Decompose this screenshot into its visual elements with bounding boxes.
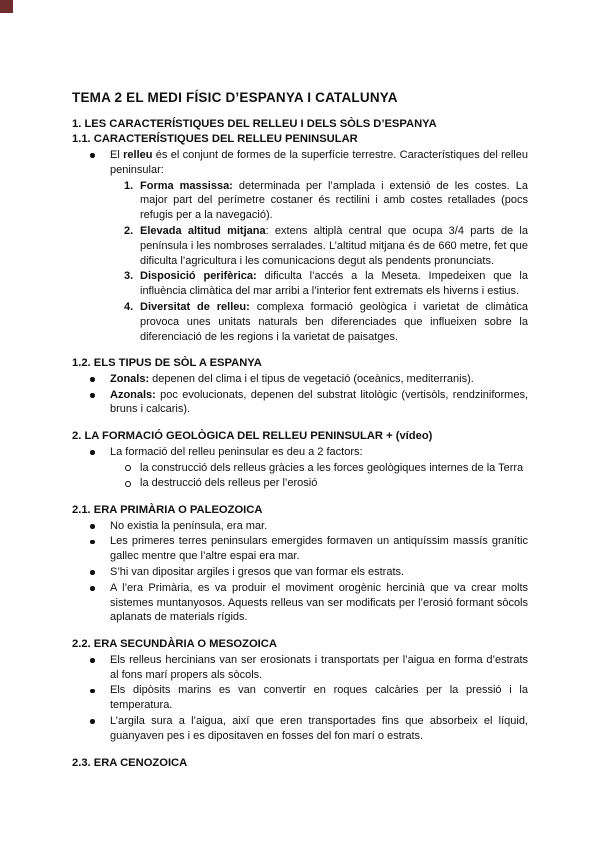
item-text: La formació del relleu peninsular es deu a 2 factors: bbox=[110, 445, 363, 458]
list-item bbox=[72, 714, 528, 744]
list-item bbox=[72, 148, 528, 178]
section-heading-2-2: 2.2. ERA SECUNDÀRIA O MESOZOICA bbox=[72, 638, 277, 651]
list-item bbox=[72, 683, 528, 713]
item-text: complexa formació geològica i varietat de climàtica provoca unes unitats naturals ben diferenciades que influeixen sobre la diferenciació de les regions i la varietat de paisatges. bbox=[140, 300, 529, 343]
section-heading-1-2: 1.2. ELS TIPUS DE SÒL A ESPANYA bbox=[72, 357, 262, 370]
list-item bbox=[72, 269, 528, 299]
section-heading-2: 2. LA FORMACIÓ GEOLÒGICA DEL RELLEU PENINSULAR + (vídeo) bbox=[72, 430, 433, 443]
item-text: Els dipòsits marins es van convertir en roques calcàries per la pressió i la temperatura. bbox=[110, 684, 528, 712]
list-item bbox=[72, 300, 528, 344]
bold-term: relleu bbox=[123, 149, 153, 161]
item-text: S’hi van dipositar argiles i gresos que van formar els estrats. bbox=[110, 566, 405, 579]
item-text: Les primeres terres peninsulars emergides formaven un antiquíssim massís granític gallec mentre que l’altre espai era mar. bbox=[110, 535, 528, 563]
item-text: poc evolucionats, depenen del substrat litològic (vertisòls, rendziniformes, bruns i calcaris). bbox=[110, 388, 528, 416]
page-title: TEMA 2 EL MEDI FÍSIC D’ESPANYA I CATALUNYA bbox=[72, 90, 398, 105]
item-text: A l’era Primària, es va produir el moviment orogènic hercinià que va crear molts sistemes muntanyosos. Aquests relleus van ser modificats per l’erosió formant sòcols aplanats de materials rígids. bbox=[110, 581, 528, 624]
list-item bbox=[72, 581, 528, 625]
intro-pre: El bbox=[110, 149, 124, 161]
bold-term: Azonals: bbox=[110, 388, 156, 401]
item-text: determinada per l’amplada i extensió de les costes. La major part del perímetre costaner és rectilini i amb costes retallades (pocs refugis per a la navegació). bbox=[140, 179, 528, 222]
list-item bbox=[72, 224, 528, 268]
bold-term: Zonals: bbox=[110, 372, 150, 385]
relleu-numbered-list bbox=[72, 179, 528, 345]
section-2 bbox=[72, 429, 528, 491]
section-2-3 bbox=[72, 756, 528, 771]
list-item bbox=[72, 534, 528, 564]
list-item bbox=[72, 179, 528, 223]
corner-marker bbox=[0, 0, 13, 13]
era-secundaria-list bbox=[72, 653, 528, 744]
item-text: dificulta l’accés a la Meseta. Impedeixen que la influència climàtica del mar arribi a l’interior fent extremats els hiverns i estius. bbox=[140, 270, 528, 298]
section-1-2 bbox=[72, 356, 528, 417]
intro-post: és el conjunt de formes de la superfície terrestre. Característiques del relleu peninsular: bbox=[110, 149, 528, 176]
list-number: 1. bbox=[124, 179, 134, 192]
bold-term: Forma massissa: bbox=[140, 179, 233, 192]
section-2-1 bbox=[72, 503, 528, 625]
list-number: 3. bbox=[124, 270, 134, 283]
section-heading-2-3: 2.3. ERA CENOZOICA bbox=[72, 756, 188, 769]
list-item bbox=[72, 445, 528, 460]
item-text: la construcció dels relleus gràcies a les forces geològiques internes de la Terra bbox=[140, 461, 524, 474]
item-text: la destrucció dels relleus per l’erosió bbox=[140, 477, 318, 490]
item-text: depenen del clima i el tipus de vegetació (oceànics, mediterranis). bbox=[149, 372, 474, 385]
list-item bbox=[72, 519, 528, 534]
item-text: Els relleus hercinians van ser erosionats i transportats per l’aigua en forma d’estrats al fons marí propers als sòcols. bbox=[110, 653, 528, 681]
section-heading-2-1: 2.1. ERA PRIMÀRIA O PALEOZOICA bbox=[72, 504, 263, 517]
bold-term: Disposició perifèrica: bbox=[140, 270, 257, 283]
soil-types-list bbox=[72, 372, 528, 417]
section-heading-1-1: 1.1. CARACTERÍSTIQUES DEL RELLEU PENINSULAR bbox=[72, 132, 358, 145]
list-item bbox=[72, 388, 528, 418]
list-item bbox=[72, 565, 528, 580]
item-text: No existia la península, era mar. bbox=[110, 519, 268, 532]
bold-term: Diversitat de relleu: bbox=[140, 300, 250, 313]
list-item bbox=[72, 653, 528, 683]
item-text: : extens altiplà central que ocupa 3/4 parts de la península i les nombroses serralades. L’altitud mitjana és de 660 metre, fet que dificulta l’agricultura i les comunicacions degut als pendents pronunciats. bbox=[140, 224, 528, 267]
list-item bbox=[72, 476, 528, 491]
section-1 bbox=[72, 117, 528, 344]
section-heading-1: 1. LES CARACTERÍSTIQUES DEL RELLEU I DELS SÒLS D’ESPANYA bbox=[72, 118, 437, 130]
document-content bbox=[72, 90, 528, 770]
relleu-intro-list bbox=[72, 148, 528, 178]
list-number: 4. bbox=[124, 300, 134, 313]
item-text: L’argila sura a l’aigua, així que eren transportades fins que absorbeix el líquid, guanyaven pes i es dipositaven en fosses del fon marí o estrats. bbox=[110, 714, 528, 742]
formacio-list bbox=[72, 445, 528, 491]
list-number: 2. bbox=[124, 224, 134, 237]
section-2-2 bbox=[72, 637, 528, 743]
list-item bbox=[72, 372, 528, 387]
era-primaria-list bbox=[72, 519, 528, 626]
list-item bbox=[72, 461, 528, 476]
bold-term: Elevada altitud mitjana bbox=[140, 224, 266, 237]
